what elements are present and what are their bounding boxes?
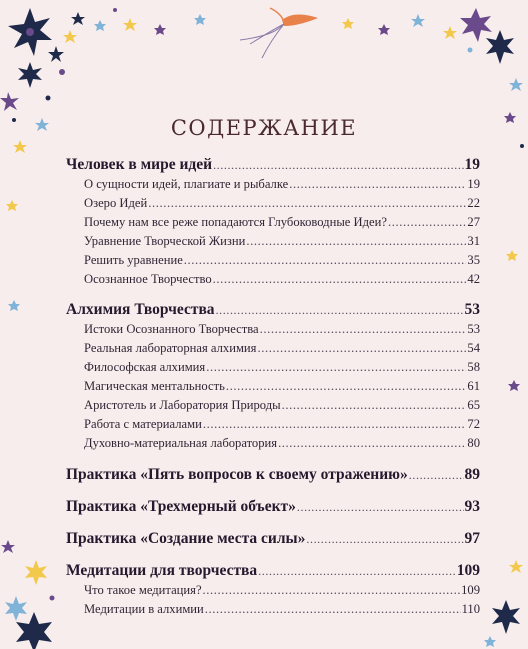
toc-entry[interactable] [66,253,480,272]
toc-entry-page: 27 [467,215,480,229]
toc-entry-page: 22 [467,196,480,210]
toc-entry-label: Решить уравнение [84,253,183,267]
toc-entry-label: Философская алхимия [84,360,206,374]
toc-entry[interactable] [66,530,480,551]
bird-icon [240,8,318,58]
toc-entry-label: Практика «Создание места силы» [66,530,306,547]
toc-entry-page: 72 [467,417,480,431]
star-icon [460,8,492,42]
toc-entry-page: 58 [467,360,480,374]
star-icon [123,18,137,31]
toc-entry[interactable] [66,417,480,436]
toc-entry-label: Магическая ментальность [84,379,225,393]
toc-entry-page: 109 [461,583,480,597]
dot-leader [148,196,466,211]
star-icon [13,140,27,153]
toc-entry[interactable] [66,562,480,583]
toc-entry-page: 42 [467,272,480,286]
star-icon [443,26,457,39]
star-icon [18,62,42,88]
toc-entry[interactable] [66,498,480,519]
toc-entry-page: 65 [467,398,480,412]
toc-entry-label: Человек в мире идей [66,156,213,173]
star-icon [48,46,64,62]
toc-entry-page: 31 [467,234,480,248]
star-icon [509,78,523,91]
toc-entry-label: Алхимия Творчества [66,301,215,318]
star-icon [8,300,20,311]
star-icon [378,24,390,35]
star-icon [484,636,496,647]
toc-entry-page: 89 [464,466,480,483]
toc-entry-label: Медитации для творчества [66,562,258,579]
toc-entry-page: 61 [467,379,480,393]
dot-leader [184,253,467,268]
dot-leader [258,564,456,579]
star-icon [8,8,52,56]
dot-leader [213,158,463,173]
toc-entry[interactable] [66,215,480,234]
toc-entry-label: Что такое медитация? [84,583,202,597]
toc-entry-label: Аристотель и Лаборатория Природы [84,398,281,412]
star-icon [342,18,354,29]
star-icon [71,12,85,25]
toc-entry-page: 53 [464,301,480,318]
toc-entry-label: Озеро Идей [84,196,148,210]
toc-entry[interactable] [66,196,480,215]
toc-entry[interactable] [66,301,480,322]
toc-entry[interactable] [66,234,480,253]
star-icon [194,14,206,25]
toc-entry-page: 35 [467,253,480,267]
toc-entry[interactable] [66,341,480,360]
dot-leader [297,500,464,515]
toc-entry-label: О сущности идей, плагиате и рыбалке [84,177,289,191]
toc-entry[interactable] [66,322,480,341]
toc-entry[interactable] [66,272,480,291]
toc-entry-page: 93 [464,498,480,515]
toc-entry-label: Медитации в алхимии [84,602,204,616]
toc-entry-label: Работа с материалами [84,417,202,431]
dot-leader [409,468,464,483]
toc-entry-page: 80 [467,436,480,450]
dot-leader [203,583,461,598]
toc-entry-page: 54 [467,341,480,355]
star-icon [486,30,514,64]
toc-entry[interactable] [66,156,480,177]
star-icon [492,600,520,634]
dot-leader [306,532,463,547]
toc-entry-label: Почему нам все реже попадаются Глубоководные Идеи? [84,215,387,229]
page-title: СОДЕРЖАНИЕ [170,116,358,140]
toc-entry[interactable] [66,583,480,602]
toc-entry-label: Практика «Трехмерный объект» [66,498,296,515]
toc-entry[interactable] [66,379,480,398]
toc-entry-label: Истоки Осознанного Творчества [84,322,259,336]
toc-entry-page: 53 [467,322,480,336]
dot-leader [213,272,467,287]
star-icon [506,250,518,261]
toc-entry[interactable] [66,466,480,487]
dot-leader [206,360,466,375]
star-icon [5,596,27,621]
star-icon [0,92,19,111]
dot-leader [289,177,466,192]
star-icon [16,612,52,649]
star-icon [1,540,15,553]
star-icon [94,20,106,31]
toc-entry-page: 19 [467,177,480,191]
dot-leader [257,341,466,356]
toc-entry[interactable] [66,398,480,417]
star-icon [6,200,18,211]
dot-leader [205,602,461,617]
dot-leader [278,436,466,451]
dot-leader [203,417,467,432]
dot-leader [226,379,467,394]
toc-entry[interactable] [66,436,480,455]
star-icon [25,560,47,585]
dot-leader [282,398,467,413]
dot-leader [388,215,466,230]
star-icon [509,560,523,573]
dot-leader [260,322,467,337]
toc-entry-label: Реальная лабораторная алхимия [84,341,257,355]
toc-entry-label: Духовно-материальная лаборатория [84,436,278,450]
star-icon [63,30,77,43]
star-icon [154,24,166,35]
toc-entry-label: Осознанное Творчество [84,272,212,286]
toc-entry-page: 97 [464,530,480,547]
star-icon [411,14,425,27]
toc-entry-page: 109 [456,562,480,579]
star-icon [508,380,520,391]
toc-entry-page: 19 [464,156,480,173]
toc-entry[interactable] [66,177,480,196]
toc-entry[interactable] [66,602,480,621]
toc-entry-page: 110 [461,602,480,616]
dot-leader [246,234,466,249]
dot-leader [216,303,464,318]
toc-entry-label: Уравнение Творческой Жизни [84,234,246,248]
table-of-contents [66,156,480,621]
toc-entry[interactable] [66,360,480,379]
toc-entry-label: Практика «Пять вопросов к своему отражению» [66,466,408,483]
